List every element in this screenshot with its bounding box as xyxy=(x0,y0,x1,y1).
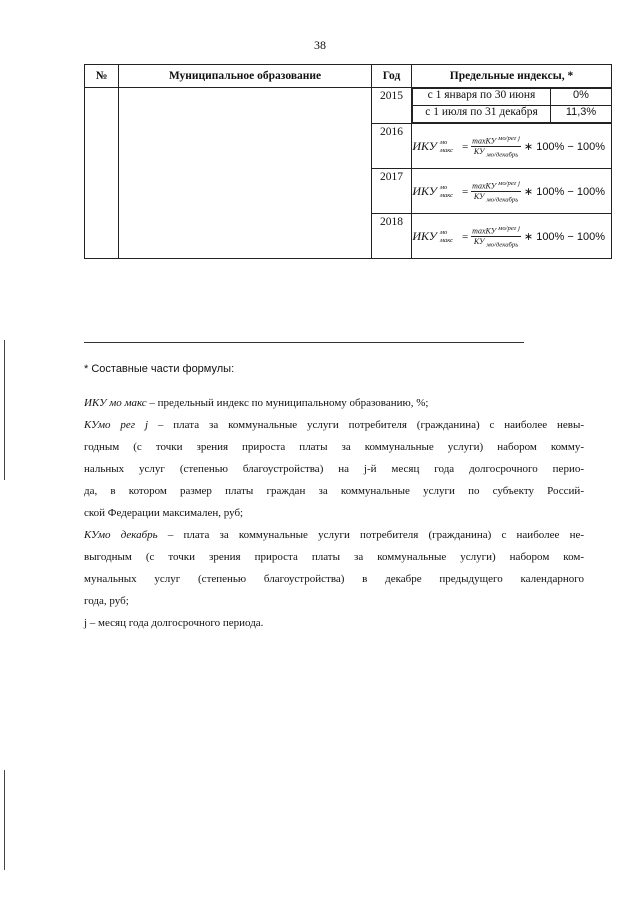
period-value: 11,3% xyxy=(551,106,612,123)
indices-table xyxy=(84,64,612,259)
formula-lhs-sup: мо xyxy=(439,228,448,236)
cell-formula xyxy=(412,214,612,259)
note-line: – предельный индекс по муниципальному образованию, %; xyxy=(149,397,429,409)
scan-edge-mark xyxy=(4,340,5,480)
note-item xyxy=(84,392,584,414)
index-formula xyxy=(412,214,611,249)
formula-lhs-sub: макс xyxy=(439,191,453,199)
period-label: с 1 января по 30 июня xyxy=(413,89,551,106)
cell-formula xyxy=(412,169,612,214)
index-formula xyxy=(412,124,611,159)
cell-year: 2017 xyxy=(372,169,412,214)
formula-lhs: ИКУ xyxy=(412,184,437,199)
table-row-2015 xyxy=(85,88,612,124)
formula-denominator: КУ xyxy=(473,146,485,156)
scan-edge-mark xyxy=(4,770,5,870)
formula-equals: = xyxy=(461,140,469,153)
page-number: 38 xyxy=(314,38,326,52)
header-year: Год xyxy=(372,65,412,88)
note-line: – плата за коммунальные услуги потребителя (гражданина) с наиболее невы- xyxy=(157,419,585,431)
formula-notes xyxy=(84,358,584,634)
formula-lhs-sub: макс xyxy=(439,146,453,154)
note-term: КУмо рег j xyxy=(84,419,149,431)
formula-rest: ∗ 100% − 100% xyxy=(523,141,605,154)
formula-lhs-sub: макс xyxy=(439,236,453,244)
index-formula xyxy=(412,169,611,204)
note-line: годным (с точки зрения прироста платы за коммунальные услуги) набором комму- xyxy=(84,441,584,453)
formula-denominator-script: мо/декабрь xyxy=(486,151,519,159)
formula-lhs: ИКУ xyxy=(412,139,437,154)
formula-lhs: ИКУ xyxy=(412,229,437,244)
note-line: выгодным (с точки зрения прироста платы за коммунальные услуги) набором ком- xyxy=(84,551,584,563)
table-header-row xyxy=(85,65,612,88)
cell-number xyxy=(85,88,119,259)
formula-numerator-script: мо/рег j xyxy=(498,180,520,187)
formula-rest: ∗ 100% − 100% xyxy=(523,186,605,199)
period-row xyxy=(413,106,612,123)
note-term: ИКУ мо макс xyxy=(84,397,147,409)
formula-denominator-script: мо/декабрь xyxy=(486,196,519,204)
note-term: КУмо декабрь xyxy=(84,529,158,541)
cell-year: 2018 xyxy=(372,214,412,259)
note-line: года, руб; xyxy=(84,595,129,607)
note-line: – плата за коммунальные услуги потребителя (гражданина) с наиболее не- xyxy=(167,529,584,541)
formula-numerator-script: мо/рег j xyxy=(498,225,520,232)
formula-fraction xyxy=(471,179,521,204)
cell-year: 2016 xyxy=(372,124,412,169)
note-line: мунальных услуг (степенью благоустройства) в декабре предыдущего календарного xyxy=(84,573,584,585)
period-subtable xyxy=(412,88,611,123)
formula-numerator: maxКУ xyxy=(472,136,497,146)
cell-indices-2015 xyxy=(412,88,612,124)
formula-equals: = xyxy=(461,230,469,243)
note-line: ской Федерации максимален, руб; xyxy=(84,507,244,519)
header-indices: Предельные индексы, * xyxy=(412,65,612,88)
note-line: нальных услуг (степенью благоустройства) на j-й месяц года долгосрочного перио- xyxy=(84,463,584,475)
formula-numerator: maxКУ xyxy=(472,181,497,191)
header-municipality: Муниципальное образование xyxy=(119,65,372,88)
formula-denominator: КУ xyxy=(473,191,485,201)
formula-denominator: КУ xyxy=(473,236,485,246)
period-value: 0% xyxy=(551,89,612,106)
notes-title: * Составные части формулы: xyxy=(84,363,235,375)
note-item xyxy=(84,414,584,436)
cell-municipality xyxy=(119,88,372,259)
period-label: с 1 июля по 31 декабря xyxy=(413,106,551,123)
cell-formula xyxy=(412,124,612,169)
note-line: j – месяц года долгосрочного периода. xyxy=(84,617,264,629)
formula-lhs-sup: мо xyxy=(439,183,448,191)
formula-fraction xyxy=(471,224,521,249)
formula-numerator: maxКУ xyxy=(472,226,497,236)
formula-rest: ∗ 100% − 100% xyxy=(523,231,605,244)
formula-fraction xyxy=(471,134,521,159)
footnote-divider xyxy=(84,342,524,343)
period-row xyxy=(413,89,612,106)
cell-year: 2015 xyxy=(372,88,412,124)
header-number: № xyxy=(85,65,119,88)
formula-denominator-script: мо/декабрь xyxy=(486,241,519,249)
formula-numerator-script: мо/рег j xyxy=(498,135,520,142)
note-item xyxy=(84,524,584,546)
formula-equals: = xyxy=(461,185,469,198)
formula-lhs-sup: мо xyxy=(439,138,448,146)
note-line: да, в котором размер платы граждан за коммунальные услуги по субъекту Россий- xyxy=(84,485,584,497)
